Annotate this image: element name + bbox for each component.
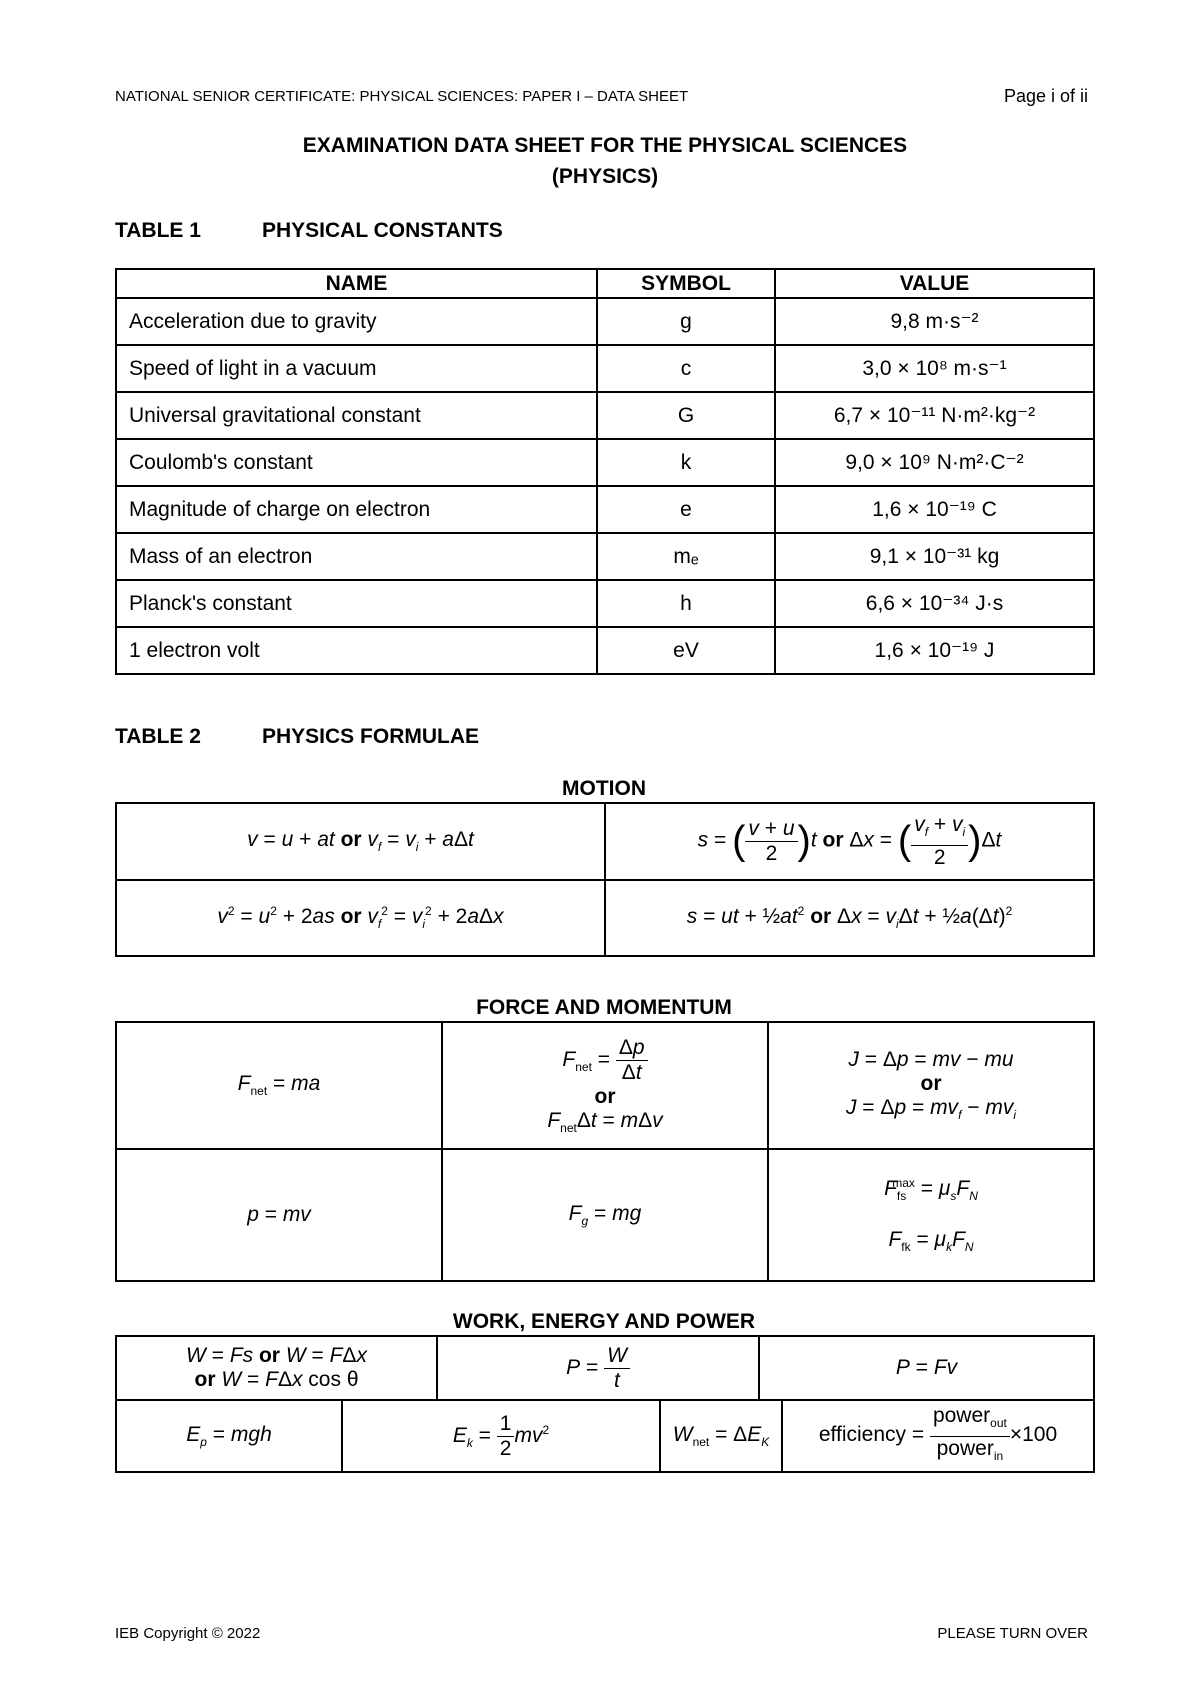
formula-row [116,1400,1094,1472]
constant-value: 1,6 × 10⁻¹⁹ J [775,627,1094,674]
formula-potential-energy: $E_p$ = mgh [116,1400,342,1472]
formula-work: W = Fs or W = FΔx or W = FΔx cos θ [116,1336,437,1400]
section-title-work-energy-power: WORK, ENERGY AND POWER [452,1310,756,1333]
formula-row [116,1022,1094,1149]
table-header-row [116,269,1094,298]
formula-weight: $F_g$ = mg [442,1149,768,1281]
formula-net-force-momentum: $F_{net}$ = $\frac{\Delta p}{\Delta t}$ or $F_{net}\Delta t = m\Delta v$ [442,1022,768,1149]
constant-symbol: h [597,580,775,627]
constant-symbol: mₑ [597,533,775,580]
motion-formulae-table [115,802,1095,957]
formula-row [116,880,1094,956]
constant-value: 3,0 × 10⁸ m·s⁻¹ [775,345,1094,392]
constant-name: Planck's constant [116,580,597,627]
formula-impulse: J = Δp = mv − mu or $J = \Delta p = mv_f - mv_i$ [768,1022,1094,1149]
section-title-motion: MOTION [562,777,646,800]
constant-name: 1 electron volt [116,627,597,674]
formula-displacement-average-velocity: s = ( $\frac{v + u}{2}$ )t or Δx = ( $\frac{v_f + v_i}{2}$ )Δt [605,803,1094,880]
table2-name: PHYSICS FORMULAE [262,725,480,748]
constant-name: Universal gravitational constant [116,392,597,439]
constant-value: 9,1 × 10⁻³¹ kg [775,533,1094,580]
formula-row [116,1149,1094,1281]
header-left: NATIONAL SENIOR CERTIFICATE: PHYSICAL SCIENCES: PAPER I – DATA SHEET [115,88,689,105]
constant-name: Magnitude of charge on electron [116,486,597,533]
constant-symbol: k [597,439,775,486]
section-title-force-momentum: FORCE AND MOMENTUM [476,996,732,1019]
constant-value: 6,7 × 10⁻¹¹ N·m²·kg⁻² [775,392,1094,439]
formula-row [116,803,1094,880]
constant-value: 6,6 × 10⁻³⁴ J·s [775,580,1094,627]
constant-name: Speed of light in a vacuum [116,345,597,392]
formula-power-work-time: P = $\frac{W}{t}$ [437,1336,759,1400]
table-row [116,439,1094,486]
formula-efficiency: efficiency = $\frac{power_{out}}{power_{in}}$ ×100 [782,1400,1094,1472]
force-momentum-formulae-table [115,1021,1095,1282]
table-row [116,392,1094,439]
table1-label: TABLE 1 [115,219,201,242]
constant-value: 9,0 × 10⁹ N·m²·C⁻² [775,439,1094,486]
constant-symbol: e [597,486,775,533]
sheet-subtitle: (PHYSICS) [551,165,659,188]
constant-name: Coulomb's constant [116,439,597,486]
table1-name: PHYSICAL CONSTANTS [262,219,503,242]
constant-symbol: g [597,298,775,345]
formula-kinetic-energy: $E_k$ = $\frac{1}{2}$ $mv^2$ [342,1400,660,1472]
formula-momentum: p = mv [116,1149,442,1281]
constant-symbol: c [597,345,775,392]
table-row [116,627,1094,674]
formula-newton-second-law: $F_{net}$ = ma [116,1022,442,1149]
formula-velocity-time: v = u + at or $v_f = v_i + a\Delta t$ [116,803,605,880]
column-header-name: NAME [116,269,597,298]
table1-heading [115,219,503,243]
table-row [116,298,1094,345]
table2-heading [115,725,480,749]
column-header-value: VALUE [775,269,1094,298]
formula-velocity-displacement: $v^2 = u^2 + 2as$ or $v_f^2 = v_i^2 + 2a\Delta x$ [116,880,605,956]
column-header-symbol: SYMBOL [597,269,775,298]
sheet-title: EXAMINATION DATA SHEET FOR THE PHYSICAL SCIENCES [302,134,908,157]
formula-power-force-velocity: P = Fv [759,1336,1094,1400]
table-row [116,580,1094,627]
footer-copyright: IEB Copyright © 2022 [115,1625,261,1642]
constant-symbol: eV [597,627,775,674]
constant-value: 9,8 m·s⁻² [775,298,1094,345]
constant-name: Acceleration due to gravity [116,298,597,345]
table-row [116,486,1094,533]
formula-displacement-acceleration: s = ut + $\frac{1}{2}at^2$ or $\Delta x = v_i\Delta t$ + $\frac{1}{2}a(\Delta t)^2$ [605,880,1094,956]
footer-turn-over: PLEASE TURN OVER [937,1625,1088,1642]
work-energy-power-formulae-table [115,1335,1095,1473]
formula-work-energy-theorem: $W_{net} = \Delta E_K$ [660,1400,782,1472]
table2-label: TABLE 2 [115,725,201,748]
table-row [116,345,1094,392]
table-row [116,533,1094,580]
physical-constants-table [115,268,1095,675]
formula-friction: $F_{fs}^{max} = \mu_sF_N$ $F_{fk} = \mu_kF_N$ [768,1149,1094,1281]
header-page-number: Page i of ii [1003,86,1088,106]
constant-symbol: G [597,392,775,439]
formula-row [116,1336,1094,1400]
constant-value: 1,6 × 10⁻¹⁹ C [775,486,1094,533]
constant-name: Mass of an electron [116,533,597,580]
